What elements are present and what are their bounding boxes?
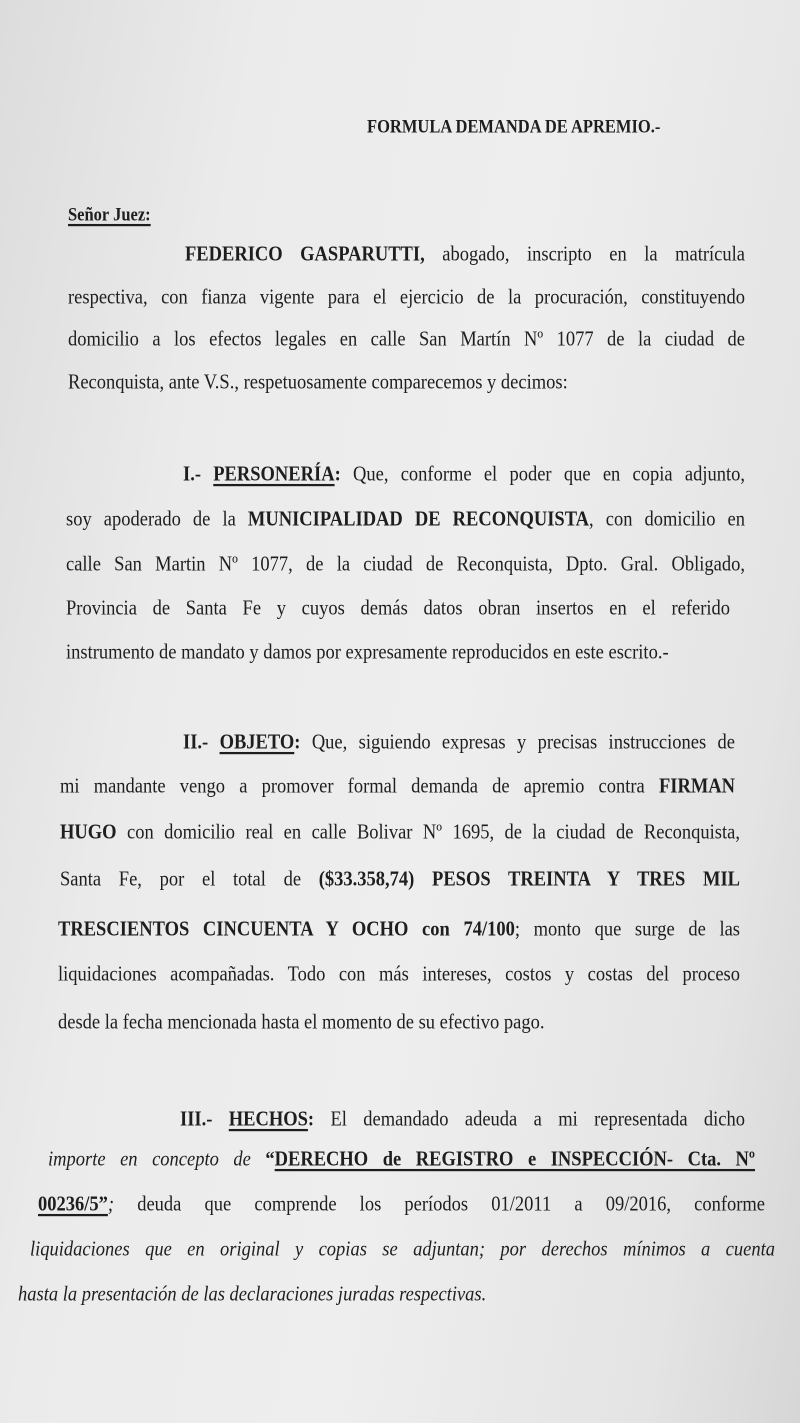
text-segment: II.-	[183, 731, 220, 755]
hechos-section-line	[18, 1282, 618, 1309]
text-segment: Que, siguiendo expresas y precisas instrucciones de	[300, 731, 735, 755]
text-segment: HUGO	[60, 821, 117, 845]
text-segment: deuda que comprende los períodos 01/2011 a 09/2016, conforme	[114, 1193, 765, 1217]
text-segment: TRESCIENTOS CINCUENTA Y OCHO con 74/100	[58, 918, 515, 942]
text-segment: El demandado adeuda a mi representada dicho	[314, 1108, 746, 1132]
hechos-section-line	[38, 1192, 765, 1219]
text-segment: Provincia de Santa Fe y cuyos demás datos obran insertos en el referido	[66, 597, 730, 621]
text-segment: 00236/5”	[38, 1193, 108, 1217]
personeria-section-line	[66, 640, 716, 667]
personeria-section-line	[66, 596, 730, 623]
document-title	[367, 114, 727, 141]
personeria-section-line	[183, 462, 745, 489]
intro-paragraph-line	[68, 327, 745, 354]
text-segment: OBJETO	[219, 731, 295, 755]
hechos-section-line	[30, 1237, 775, 1264]
text-segment: :	[334, 463, 341, 487]
intro-paragraph-line	[68, 285, 745, 312]
objeto-section-line	[58, 962, 740, 989]
text-segment: III.-	[180, 1108, 229, 1132]
hechos-section-line	[180, 1107, 745, 1134]
text-segment: HECHOS	[228, 1108, 308, 1132]
text-segment: Reconquista, ante V.S., respetuosamente comparecemos y decimos:	[68, 371, 568, 395]
salutation	[68, 202, 178, 229]
text-segment: “	[265, 1148, 275, 1172]
text-segment: Que, conforme el poder que en copia adjunto,	[340, 463, 745, 487]
objeto-section-line	[60, 867, 740, 894]
intro-paragraph-line	[185, 242, 745, 269]
objeto-section-line	[58, 1010, 658, 1037]
text-segment: ($33.358,74) PESOS TREINTA Y TRES MIL	[318, 868, 740, 892]
text-segment: I.-	[183, 463, 214, 487]
objeto-section-line	[58, 917, 740, 944]
text-segment: Santa Fe, por el total de	[60, 868, 319, 892]
text-segment: liquidaciones acompañadas. Todo con más intereses, costos y costas del proceso	[58, 963, 740, 987]
text-segment: DERECHO de REGISTRO e INSPECCIÓN- Cta. Nº	[274, 1148, 755, 1172]
text-segment: ; monto que surge de las	[514, 918, 740, 942]
text-segment: FORMULA DEMANDA DE APREMIO.-	[367, 115, 661, 138]
text-segment: PERSONERÍA	[213, 463, 335, 487]
personeria-section-line	[66, 507, 745, 534]
text-segment: liquidaciones que en original y copias se adjuntan; por derechos mínimos a cuenta	[30, 1238, 775, 1262]
objeto-section-line	[183, 730, 735, 757]
text-segment: calle San Martin Nº 1077, de la ciudad de Reconquista, Dpto. Gral. Obligado,	[66, 553, 745, 577]
text-segment: domicilio a los efectos legales en calle San Martín Nº 1077 de la ciudad de	[68, 328, 745, 352]
text-segment: instrumento de mandato y damos por expresamente reproducidos en este escrito.-	[66, 641, 669, 665]
text-segment: importe en concepto de	[48, 1148, 266, 1172]
text-segment: respectiva, con fianza vigente para el ejercicio de la procuración, constituyendo	[68, 286, 745, 310]
text-segment: ;	[107, 1193, 115, 1217]
text-segment: soy apoderado de la	[66, 508, 248, 532]
text-segment: Señor Juez:	[68, 203, 151, 226]
objeto-section-line	[60, 774, 735, 801]
text-segment: hasta la presentación de las declaraciones juradas respectivas.	[18, 1283, 487, 1307]
text-segment: con domicilio real en calle Bolivar Nº 1695, de la ciudad de Reconquista,	[116, 821, 740, 845]
text-segment: :	[307, 1108, 315, 1132]
text-segment: mi mandante vengo a promover formal demanda de apremio contra	[60, 775, 659, 799]
intro-paragraph-line	[68, 370, 628, 397]
text-segment: , con domicilio en	[589, 508, 746, 532]
text-segment: MUNICIPALIDAD DE RECONQUISTA	[247, 508, 590, 532]
personeria-section-line	[66, 552, 745, 579]
objeto-section-line	[60, 820, 740, 847]
text-segment: :	[294, 731, 301, 755]
hechos-section-line	[48, 1147, 755, 1174]
text-segment: FIRMAN	[658, 775, 735, 799]
text-segment: abogado, inscripto en la matrícula	[424, 243, 745, 267]
text-segment: desde la fecha mencionada hasta el momento de su efectivo pago.	[58, 1011, 545, 1035]
text-segment: FEDERICO GASPARUTTI,	[185, 243, 425, 267]
